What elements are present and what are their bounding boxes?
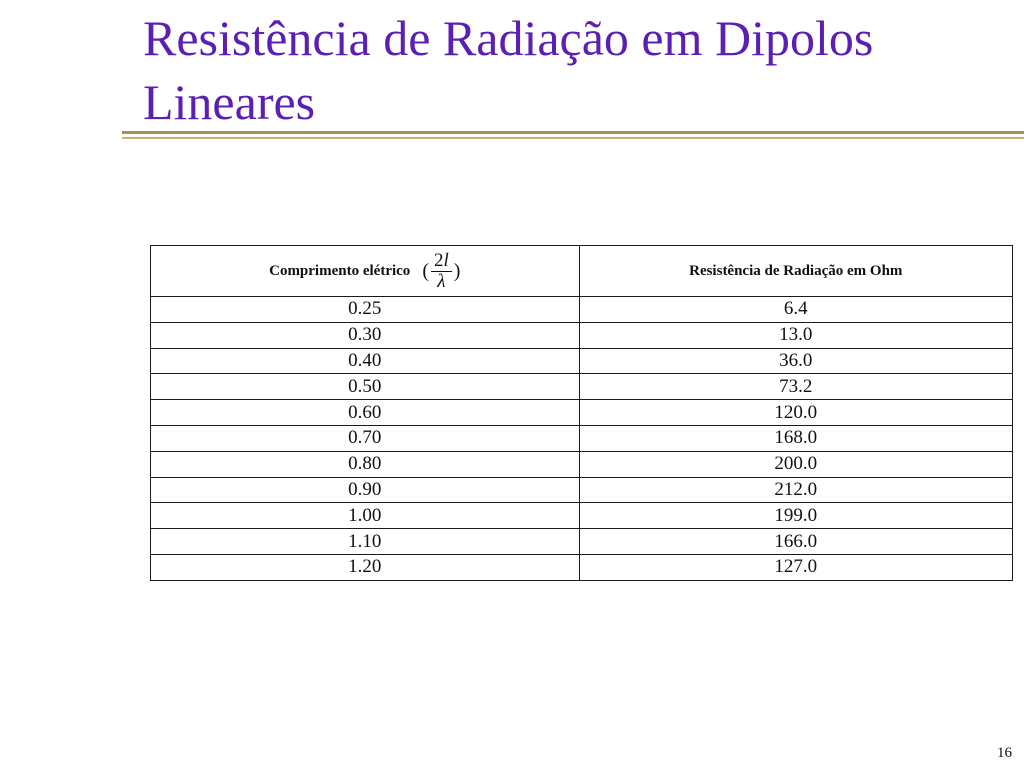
cell-electrical-length: 0.40	[151, 348, 580, 374]
cell-resistance: 212.0	[579, 477, 1012, 503]
table-row	[151, 554, 1013, 580]
table-row	[151, 529, 1013, 555]
cell-resistance: 200.0	[579, 451, 1012, 477]
title-divider-line-secondary	[122, 137, 1024, 139]
cell-electrical-length: 1.00	[151, 503, 580, 529]
slide-title: Resistência de Radiação em Dipolos Lineares	[143, 10, 874, 130]
cell-resistance: 13.0	[579, 322, 1012, 348]
cell-resistance: 6.4	[579, 297, 1012, 323]
header-radiation-resistance: Resistência de Radiação em Ohm	[579, 246, 1012, 297]
cell-resistance: 166.0	[579, 529, 1012, 555]
table-row	[151, 451, 1013, 477]
table-row	[151, 374, 1013, 400]
table-row	[151, 400, 1013, 426]
table-row	[151, 503, 1013, 529]
cell-resistance: 127.0	[579, 554, 1012, 580]
table-row	[151, 297, 1013, 323]
cell-electrical-length: 0.60	[151, 400, 580, 426]
cell-electrical-length: 0.50	[151, 374, 580, 400]
electrical-length-formula	[422, 251, 460, 292]
formula-denominator: λ	[437, 270, 446, 292]
cell-electrical-length: 1.10	[151, 529, 580, 555]
cell-electrical-length: 0.80	[151, 451, 580, 477]
formula-fraction	[431, 251, 452, 292]
cell-electrical-length: 1.20	[151, 554, 580, 580]
formula-paren-open: (	[422, 259, 429, 282]
formula-numerator-var: l	[443, 249, 449, 271]
table-header-row	[151, 246, 1013, 297]
table-row	[151, 348, 1013, 374]
cell-electrical-length: 0.25	[151, 297, 580, 323]
cell-resistance: 120.0	[579, 400, 1012, 426]
radiation-resistance-table	[150, 245, 1013, 581]
table-row	[151, 425, 1013, 451]
table-row	[151, 322, 1013, 348]
formula-paren-close: )	[453, 259, 461, 282]
page-number: 16	[997, 745, 1012, 761]
cell-resistance: 36.0	[579, 348, 1012, 374]
cell-electrical-length: 0.70	[151, 425, 580, 451]
cell-resistance: 199.0	[579, 503, 1012, 529]
header-electrical-length	[151, 246, 580, 297]
cell-electrical-length: 0.30	[151, 322, 580, 348]
table-row	[151, 477, 1013, 503]
formula-numerator	[431, 251, 452, 272]
cell-resistance: 73.2	[579, 374, 1012, 400]
title-divider-line	[122, 131, 1024, 134]
cell-resistance: 168.0	[579, 425, 1012, 451]
formula-numerator-coef: 2	[433, 249, 444, 271]
cell-electrical-length: 0.90	[151, 477, 580, 503]
header-electrical-length-label: Comprimento elétrico	[269, 262, 411, 279]
